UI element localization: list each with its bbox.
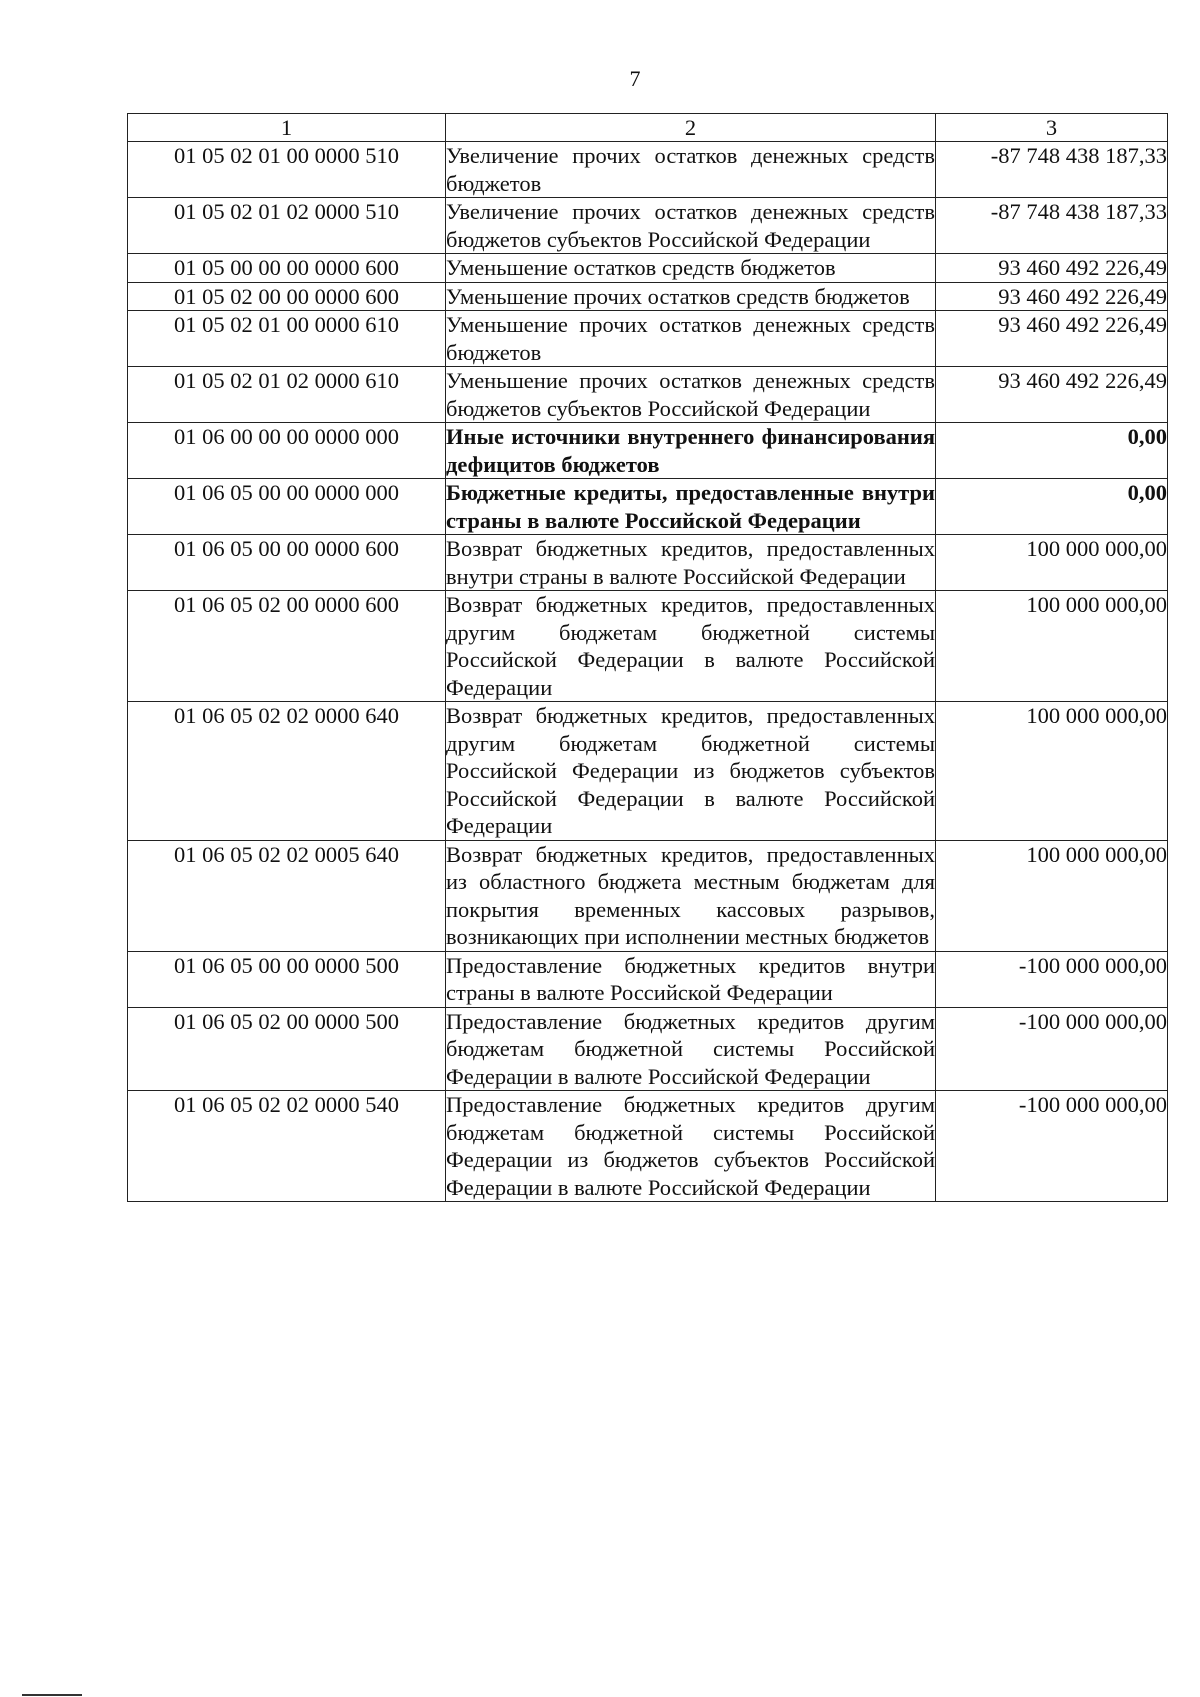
row-code: 01 05 00 00 00 0000 600 [128,254,446,283]
row-code: 01 06 05 02 02 0000 640 [128,702,446,841]
row-amount: 0,00 [936,479,1168,535]
row-amount: 93 460 492 226,49 [936,254,1168,283]
table-row [128,142,1168,198]
page-number: 7 [629,66,641,91]
row-name: Уменьшение прочих остатков денежных средств бюджетов [446,312,935,365]
row-code: 01 06 00 00 00 0000 000 [128,423,446,479]
row-name: Возврат бюджетных кредитов, предоставленных из областного бюджета местным бюджетам для покрытия временных кассовых разрывов, возникающих при исполнении местных бюджетов [446,841,935,949]
row-name: Увеличение прочих остатков денежных средств бюджетов [446,143,935,196]
table-header-row [128,114,1168,142]
row-name: Возврат бюджетных кредитов, предоставленных другим бюджетам бюджетной системы Российской Федерации в валюте Российской Федерации [446,592,935,700]
table-row [128,423,1168,479]
row-code: 01 05 02 00 00 0000 600 [128,282,446,311]
row-amount: -100 000 000,00 [936,1091,1168,1202]
row-name: Возврат бюджетных кредитов, предоставленных внутри страны в валюте Российской Федерации [446,536,935,589]
row-amount: 100 000 000,00 [936,591,1168,702]
table-row [128,311,1168,367]
table-row [128,951,1168,1007]
row-code: 01 06 05 02 00 0000 500 [128,1007,446,1091]
budget-sources-table [127,113,1168,1202]
row-code: 01 06 05 00 00 0000 500 [128,951,446,1007]
table-row [128,535,1168,591]
row-name: Предоставление бюджетных кредитов внутри страны в валюте Российской Федерации [446,952,935,1005]
column-header-code: 1 [128,114,446,142]
row-code: 01 06 05 00 00 0000 000 [128,479,446,535]
table-row [128,1091,1168,1202]
table-row [128,198,1168,254]
table-row [128,1007,1168,1091]
row-name: Увеличение прочих остатков денежных средств бюджетов субъектов Российской Федерации [446,199,935,252]
row-code: 01 06 05 00 00 0000 600 [128,535,446,591]
row-name: Уменьшение остатков средств бюджетов [446,254,936,283]
table-row [128,591,1168,702]
column-header-amount: 3 [936,114,1168,142]
row-code: 01 05 02 01 02 0000 610 [128,367,446,423]
column-header-name: 2 [446,114,936,142]
table-row [128,282,1168,311]
row-code: 01 05 02 01 00 0000 510 [128,142,446,198]
row-name: Уменьшение прочих остатков денежных средств бюджетов субъектов Российской Федерации [446,368,935,421]
row-amount: -100 000 000,00 [936,1007,1168,1091]
table-row [128,479,1168,535]
row-name: Иные источники внутреннего финансирования дефицитов бюджетов [446,424,935,477]
row-amount: -87 748 438 187,33 [936,198,1168,254]
row-code: 01 05 02 01 02 0000 510 [128,198,446,254]
row-amount: 100 000 000,00 [936,535,1168,591]
row-amount: 100 000 000,00 [936,702,1168,841]
table-row [128,840,1168,951]
table-row [128,702,1168,841]
row-amount: 93 460 492 226,49 [936,282,1168,311]
row-amount: 93 460 492 226,49 [936,367,1168,423]
row-name: Бюджетные кредиты, предоставленные внутри страны в валюте Российской Федерации [446,480,935,533]
row-name: Предоставление бюджетных кредитов другим бюджетам бюджетной системы Российской Федерации из бюджетов субъектов Российской Федерации в валюте Российской Федерации [446,1092,935,1200]
row-code: 01 06 05 02 02 0000 540 [128,1091,446,1202]
table-row [128,254,1168,283]
row-amount: 100 000 000,00 [936,840,1168,951]
row-amount: 0,00 [936,423,1168,479]
scan-margin-mark [22,1694,82,1696]
row-code: 01 06 05 02 02 0005 640 [128,840,446,951]
row-name: Уменьшение прочих остатков средств бюджетов [446,282,936,311]
row-name: Предоставление бюджетных кредитов другим бюджетам бюджетной системы Российской Федерации в валюте Российской Федерации [446,1008,935,1089]
row-amount: 93 460 492 226,49 [936,311,1168,367]
row-code: 01 05 02 01 00 0000 610 [128,311,446,367]
row-amount: -87 748 438 187,33 [936,142,1168,198]
row-name: Возврат бюджетных кредитов, предоставленных другим бюджетам бюджетной системы Российской Федерации из бюджетов субъектов Российской Федерации в валюте Российской Федерации [446,703,935,838]
table-row [128,367,1168,423]
row-code: 01 06 05 02 00 0000 600 [128,591,446,702]
row-amount: -100 000 000,00 [936,951,1168,1007]
